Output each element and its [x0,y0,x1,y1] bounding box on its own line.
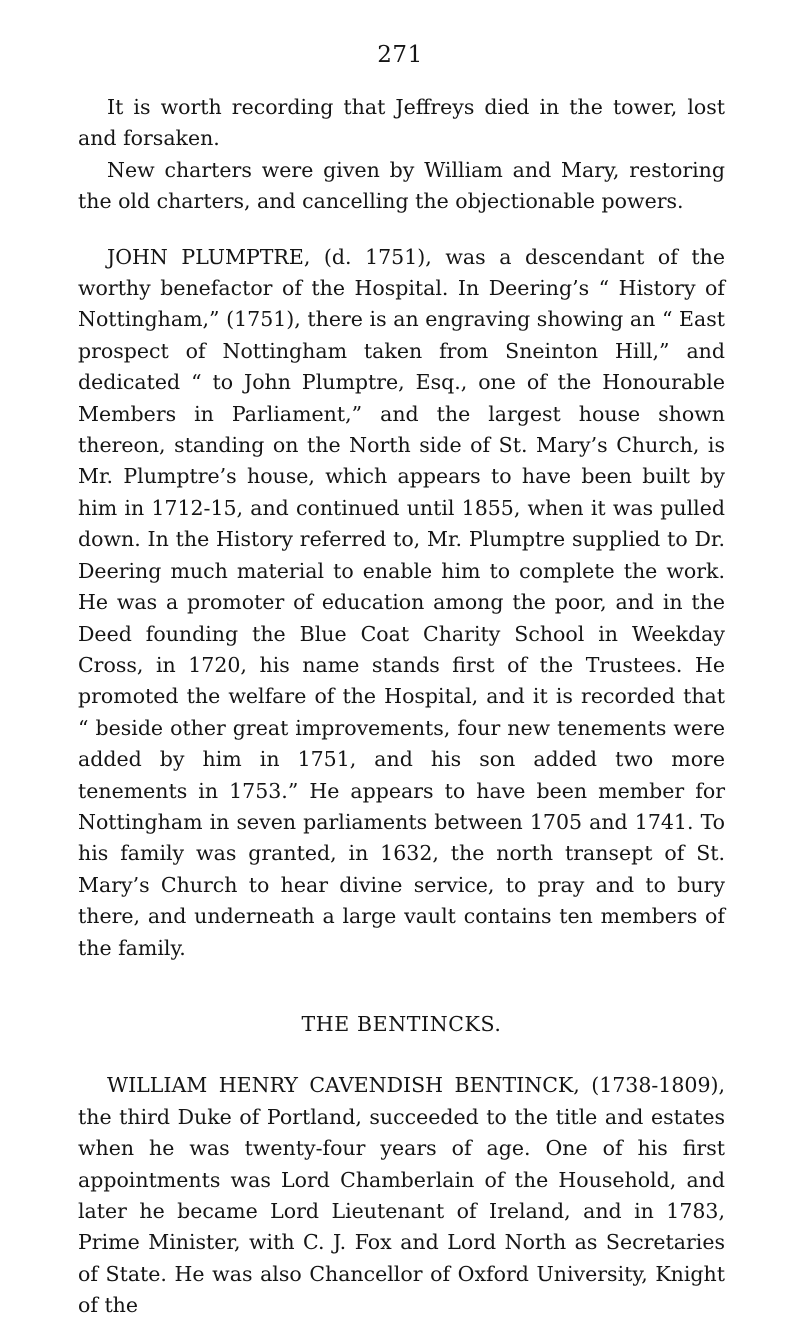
page-number: 271 [377,42,423,68]
paragraph-bentinck: WILLIAM HENRY CAVENDISH BENTINCK, (1738-1809), the third Duke of Portland, succeeded to the title and estates when he was twenty-four years of age. One of his first appointments was Lord Chamberlain of the Household, and later he became Lord Lieutenant of Ireland, and in 1783, Prime Minister, with C. J. Fox and Lord North as Secretaries of State. He was also Chancellor of Oxford University, Knight of the [78,1073,725,1318]
section-heading: THE BENTINCKS. [301,1011,502,1036]
paragraph-john-plumptre: JOHN PLUMPTRE, (d. 1751), was a descendant of the worthy benefactor of the Hospital. In Deering’s “ History of Nottingham,” (1751), there is an engraving showing an “ East prospect of Nottingham taken from Sneinton Hill,” and dedicated “ to John Plumptre, Esq., one of the Honourable Members in Parliament,” and the largest house shown thereon, standing on the North side of St. Mary’s Church, is Mr. Plumptre’s house, which appears to have been built by him in 1712-15, and continued until 1855, when it was pulled down. In the History referred to, Mr. Plumptre supplied to Dr. Deering much material to enable him to complete the work. He was a promoter of education among the poor, and in the Deed founding the Blue Coat Charity School in Weekday Cross, in 1720, his name stands first of the Trustees. He promoted the welfare of the Hospital, and it is recorded that “ beside other great improvements, four new tenements were added by him in 1751, and his son added two more tenements in 1753.” He appears to have been member for Nottingham in seven parliaments between 1705 and 1741. To his family was granted, in 1632, the north transept of St. Mary’s Church to hear divine service, to pray and to bury there, and underneath a large vault contains ten members of the family. [78,244,725,960]
body-text [78,92,725,1322]
paragraph-jeffreys: It is worth recording that Jeffreys died in the tower, lost and forsaken. [78,95,725,151]
paragraph-new-charters: New charters were given by William and Mary, restoring the old charters, and cancelling the objectionable powers. [78,157,725,214]
